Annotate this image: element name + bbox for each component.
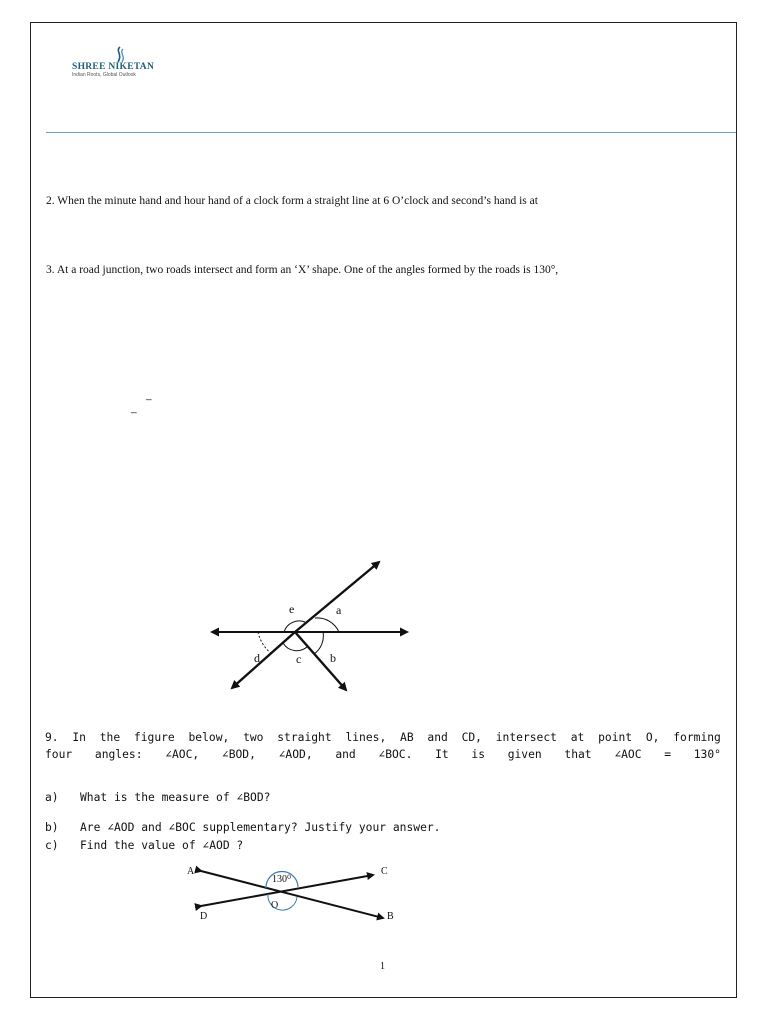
stray-mark: _: [131, 403, 137, 414]
q9-word: It: [435, 748, 449, 761]
point-label-o: O: [271, 900, 279, 911]
q9-word: figure: [133, 731, 175, 744]
angle-label-c: c: [296, 652, 302, 666]
angle-label-130: 130⁰: [272, 874, 292, 885]
q9-word: is: [471, 748, 486, 761]
angle-label-b: b: [330, 651, 336, 665]
intersecting-lines-figure-1: [200, 550, 420, 700]
q9-word: AB: [400, 731, 414, 744]
q9-word: CD,: [461, 731, 482, 744]
diagonal-line: [295, 562, 379, 632]
part-c-text: Find the value of ∠AOD ?: [80, 839, 244, 852]
angle-label-e: e: [289, 602, 295, 616]
part-b-label: b): [45, 821, 59, 834]
q9-word: 9.: [45, 731, 59, 744]
q9-word: intersect: [495, 731, 557, 744]
question-9-line-1: [45, 731, 721, 744]
angle-arc: [314, 632, 323, 654]
q9-word: ∠BOC.: [378, 748, 413, 761]
q9-word: and: [335, 748, 356, 761]
page-number: 1: [380, 961, 385, 972]
q9-word: two: [243, 731, 264, 744]
q9-word: below,: [188, 731, 230, 744]
q9-word: =: [664, 748, 672, 761]
point-label-d: D: [200, 911, 208, 922]
diagonal-line: [295, 632, 346, 690]
q9-word: that: [564, 748, 592, 761]
logo-tagline: Indian Roots, Global Outlook: [72, 72, 136, 78]
angle-arc: [315, 618, 339, 632]
part-a-text: What is the measure of ∠BOD?: [80, 791, 271, 804]
q9-word: ∠BOD,: [221, 748, 256, 761]
q9-word: given: [507, 748, 542, 761]
part-a-label: a): [45, 791, 59, 804]
q9-word: angles:: [94, 748, 143, 761]
diagonal-line: [232, 632, 295, 688]
q9-word: ∠AOC,: [165, 748, 200, 761]
q9-word: four: [45, 748, 73, 761]
logo-name: SHREE NIKETAN: [72, 62, 155, 72]
q9-word: point: [598, 731, 633, 744]
q9-word: ∠AOC: [614, 748, 642, 761]
q9-word: lines,: [345, 731, 387, 744]
point-label-c: C: [381, 866, 388, 877]
stray-mark: _: [146, 390, 152, 401]
question-9-line-2: [45, 748, 721, 761]
angle-arc: [258, 632, 272, 654]
part-c-label: c): [45, 839, 59, 852]
q9-word: In: [72, 731, 86, 744]
intersecting-lines-figure-2: [180, 860, 410, 930]
q9-word: O,: [645, 731, 660, 744]
q9-word: the: [99, 731, 121, 744]
question-3-text: 3. At a road junction, two roads intersect and form an ‘X’ shape. One of the angles formed by the roads is 130°,: [46, 264, 559, 276]
question-2-text: 2. When the minute hand and hour hand of a clock form a straight line at 6 O’clock and second’s hand is at: [46, 195, 538, 207]
q9-word: straight: [277, 731, 332, 744]
point-label-b: B: [387, 911, 394, 922]
angle-label-a: a: [336, 603, 342, 617]
q9-word: 130°: [693, 748, 721, 761]
q9-word: forming: [673, 731, 721, 744]
part-b-text: Are ∠AOD and ∠BOC supplementary? Justify your answer.: [80, 821, 441, 834]
q9-word: ∠AOD,: [278, 748, 313, 761]
q9-word: at: [570, 731, 585, 744]
header-rule: [46, 132, 736, 133]
point-label-a: A: [187, 866, 195, 877]
q9-word: and: [427, 731, 448, 744]
angle-label-d: d: [254, 651, 260, 665]
